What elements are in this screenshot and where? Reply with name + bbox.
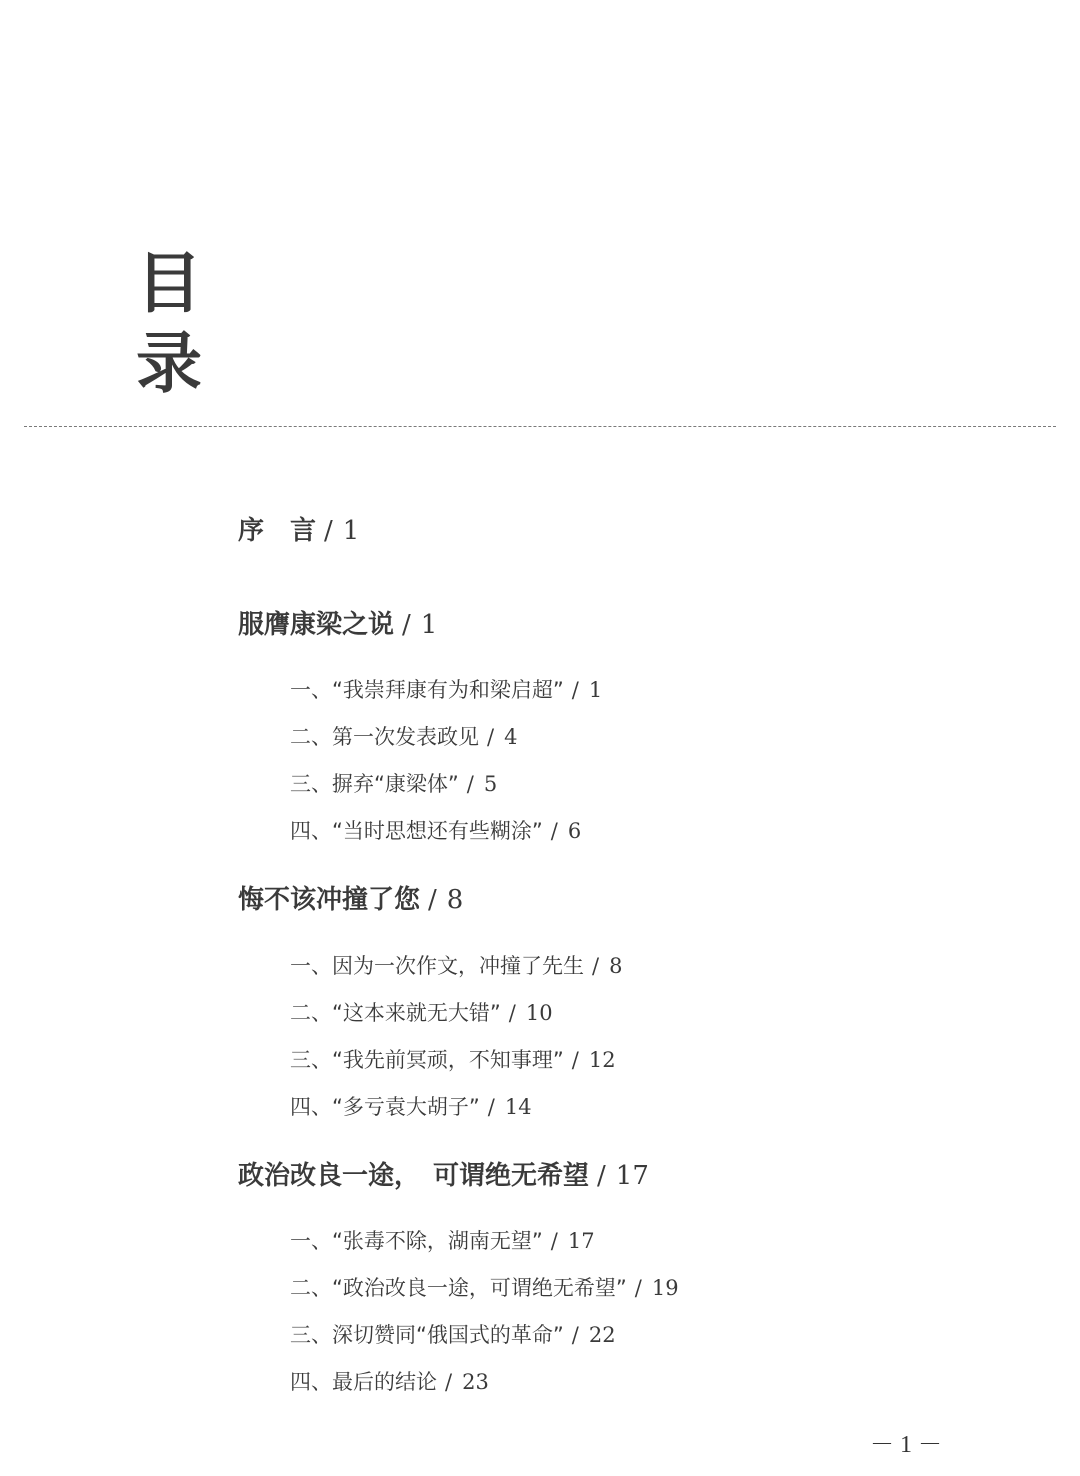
entry-separator: / — [508, 1001, 516, 1025]
toc-section[interactable] — [290, 1044, 616, 1074]
entry-separator: / — [571, 1323, 579, 1347]
entry-page: 17 — [615, 1161, 649, 1191]
entry-page: 23 — [462, 1370, 489, 1394]
toc-chapter[interactable] — [238, 1155, 649, 1192]
toc-preface[interactable] — [238, 510, 359, 547]
entry-title: 一、“张毒不除，湖南无望” — [290, 1229, 543, 1253]
entry-page: 6 — [567, 819, 582, 843]
entry-page: 14 — [504, 1095, 532, 1119]
entry-title: 序 言 — [238, 516, 317, 546]
entry-page: 1 — [342, 516, 360, 546]
toc-section[interactable] — [290, 674, 602, 704]
entry-title: 三、摒弃“康梁体” — [290, 772, 459, 796]
entry-page: 1 — [420, 610, 438, 640]
entry-separator: / — [597, 1161, 606, 1191]
entry-page: 12 — [588, 1048, 616, 1072]
toc-section[interactable] — [290, 1319, 616, 1349]
toc-chapter[interactable] — [238, 879, 463, 916]
entry-page: 5 — [483, 772, 498, 796]
toc-section[interactable] — [290, 997, 553, 1027]
entry-separator: / — [571, 1048, 579, 1072]
entry-separator: / — [592, 954, 600, 978]
entry-page: 4 — [504, 725, 518, 749]
entry-title: 服膺康梁之说 — [238, 610, 395, 640]
entry-separator: / — [402, 610, 411, 640]
entry-page: 8 — [446, 885, 464, 915]
toc-section[interactable] — [290, 721, 517, 751]
toc-section[interactable] — [290, 815, 581, 845]
toc-chapter[interactable] — [238, 604, 437, 641]
toc-section[interactable] — [290, 1225, 595, 1255]
entry-title: 三、“我先前冥顽，不知事理” — [290, 1048, 564, 1072]
entry-title: 四、“当时思想还有些糊涂” — [290, 819, 543, 843]
entry-title: 三、深切赞同“俄国式的革命” — [290, 1323, 564, 1347]
entry-separator: / — [487, 1095, 495, 1119]
heading-char-lu: 录 — [136, 324, 202, 402]
entry-title: 二、“政治改良一途，可谓绝无希望” — [290, 1276, 627, 1300]
entry-separator: / — [487, 725, 495, 749]
entry-title: 一、“我崇拜康有为和梁启超” — [290, 678, 564, 702]
entry-separator: / — [445, 1370, 453, 1394]
entry-title: 四、最后的结论 — [290, 1370, 437, 1394]
entry-separator: / — [550, 1229, 558, 1253]
page-number: － 1 － — [870, 1432, 942, 1458]
entry-separator: / — [571, 678, 579, 702]
entry-page: 22 — [588, 1323, 616, 1347]
entry-title: 四、“多亏袁大胡子” — [290, 1095, 480, 1119]
entry-separator: / — [466, 772, 474, 796]
entry-title: 二、第一次发表政见 — [290, 725, 479, 749]
toc-section[interactable] — [290, 950, 622, 980]
entry-page: 17 — [567, 1229, 595, 1253]
entry-title: 悔不该冲撞了您 — [238, 885, 421, 915]
toc-section[interactable] — [290, 1272, 679, 1302]
toc-section[interactable] — [290, 1366, 489, 1396]
entry-title: 政治改良一途， 可谓绝无希望 — [238, 1161, 590, 1191]
entry-separator: / — [324, 516, 333, 546]
entry-page: 19 — [651, 1276, 679, 1300]
entry-title: 一、因为一次作文，冲撞了先生 — [290, 954, 584, 978]
toc-section[interactable] — [290, 1091, 532, 1121]
entry-page: 10 — [525, 1001, 553, 1025]
entry-separator: / — [550, 819, 558, 843]
toc-section[interactable] — [290, 768, 497, 798]
entry-page: 8 — [609, 954, 623, 978]
entry-page: 1 — [588, 678, 603, 702]
heading-char-mu: 目 — [136, 244, 202, 322]
entry-separator: / — [428, 885, 437, 915]
entry-separator: / — [634, 1276, 642, 1300]
entry-title: 二、“这本来就无大错” — [290, 1001, 501, 1025]
